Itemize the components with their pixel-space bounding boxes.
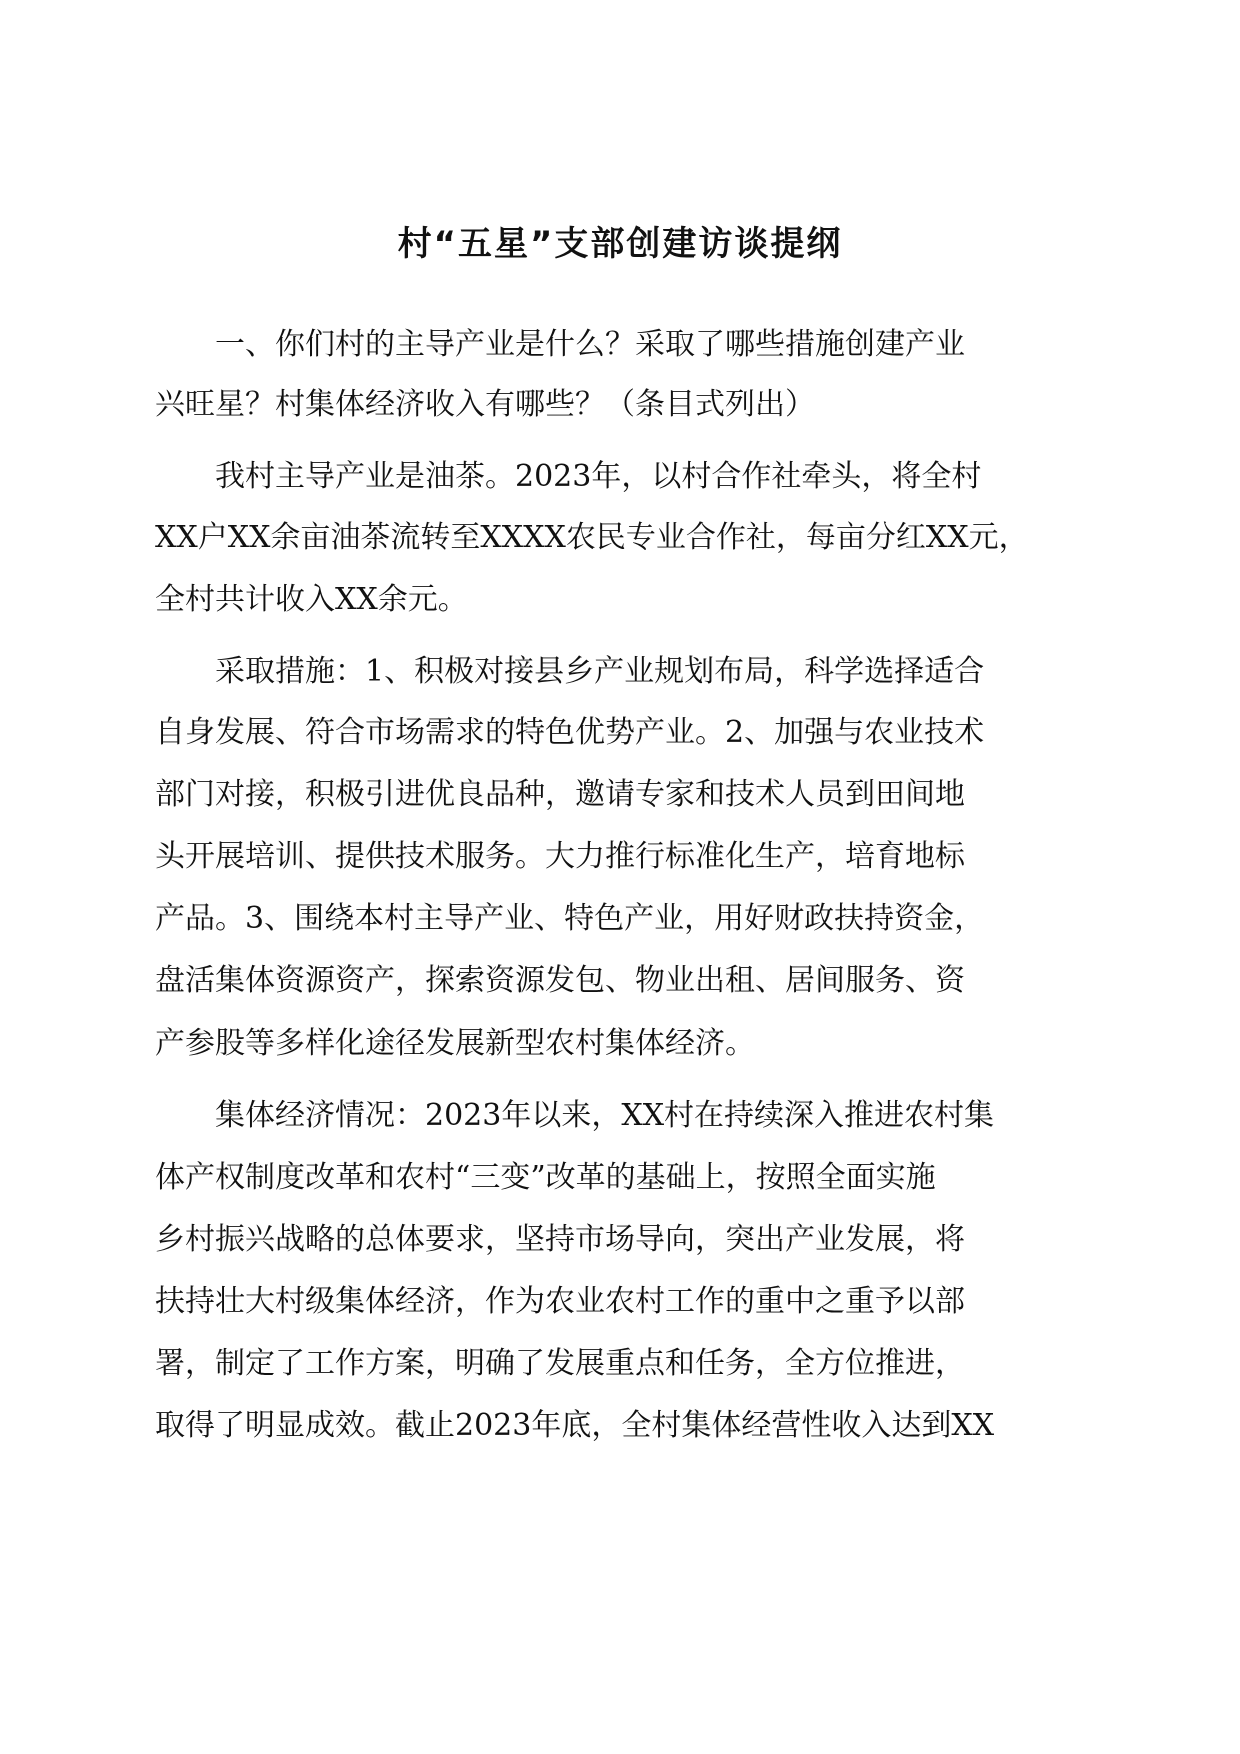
- text-line: 体产权制度改革和农村“三变”改革的基础上，按照全面实施: [155, 1160, 936, 1195]
- text-line: 取得了明显成效。截止2023年底，全村集体经营性收入达到XX: [155, 1408, 995, 1443]
- text-line: XX户XX余亩油茶流转至XXXX农民专业合作社，每亩分红XX元，: [155, 520, 1029, 555]
- text-line: 署，制定了工作方案，明确了发展重点和任务，全方位推进，: [155, 1346, 965, 1381]
- text-line: 产品。3、围绕本村主导产业、特色产业，用好财政扶持资金，: [155, 901, 985, 936]
- text-line: 盘活集体资源资产，探索资源发包、物业出租、居间服务、资: [155, 963, 965, 998]
- text-line: 部门对接，积极引进优良品种，邀请专家和技术人员到田间地: [155, 777, 965, 812]
- text-line: 乡村振兴战略的总体要求，坚持市场导向，突出产业发展，将: [155, 1222, 965, 1257]
- text-line: 一、你们村的主导产业是什么？采取了哪些措施创建产业: [155, 327, 965, 362]
- text-line: 采取措施：1、积极对接县乡产业规划布局，科学选择适合: [155, 654, 985, 689]
- page-title: 村“五星”支部创建访谈提纲: [397, 224, 843, 264]
- text-line: 头开展培训、提供技术服务。大力推行标准化生产，培育地标: [155, 839, 965, 874]
- text-line: 产参股等多样化途径发展新型农村集体经济。: [155, 1026, 755, 1061]
- text-line: 兴旺星？村集体经济收入有哪些？（条目式列出）: [155, 387, 815, 422]
- text-line: 全村共计收入XX余元。: [155, 582, 468, 617]
- text-line: 自身发展、符合市场需求的特色优势产业。2、加强与农业技术: [155, 715, 985, 750]
- text-line: 扶持壮大村级集体经济，作为农业农村工作的重中之重予以部: [155, 1284, 965, 1319]
- text-line: 集体经济情况：2023年以来，XX村在持续深入推进农村集: [155, 1098, 995, 1133]
- text-line: 我村主导产业是油茶。2023年，以村合作社牵头，将全村: [155, 459, 982, 494]
